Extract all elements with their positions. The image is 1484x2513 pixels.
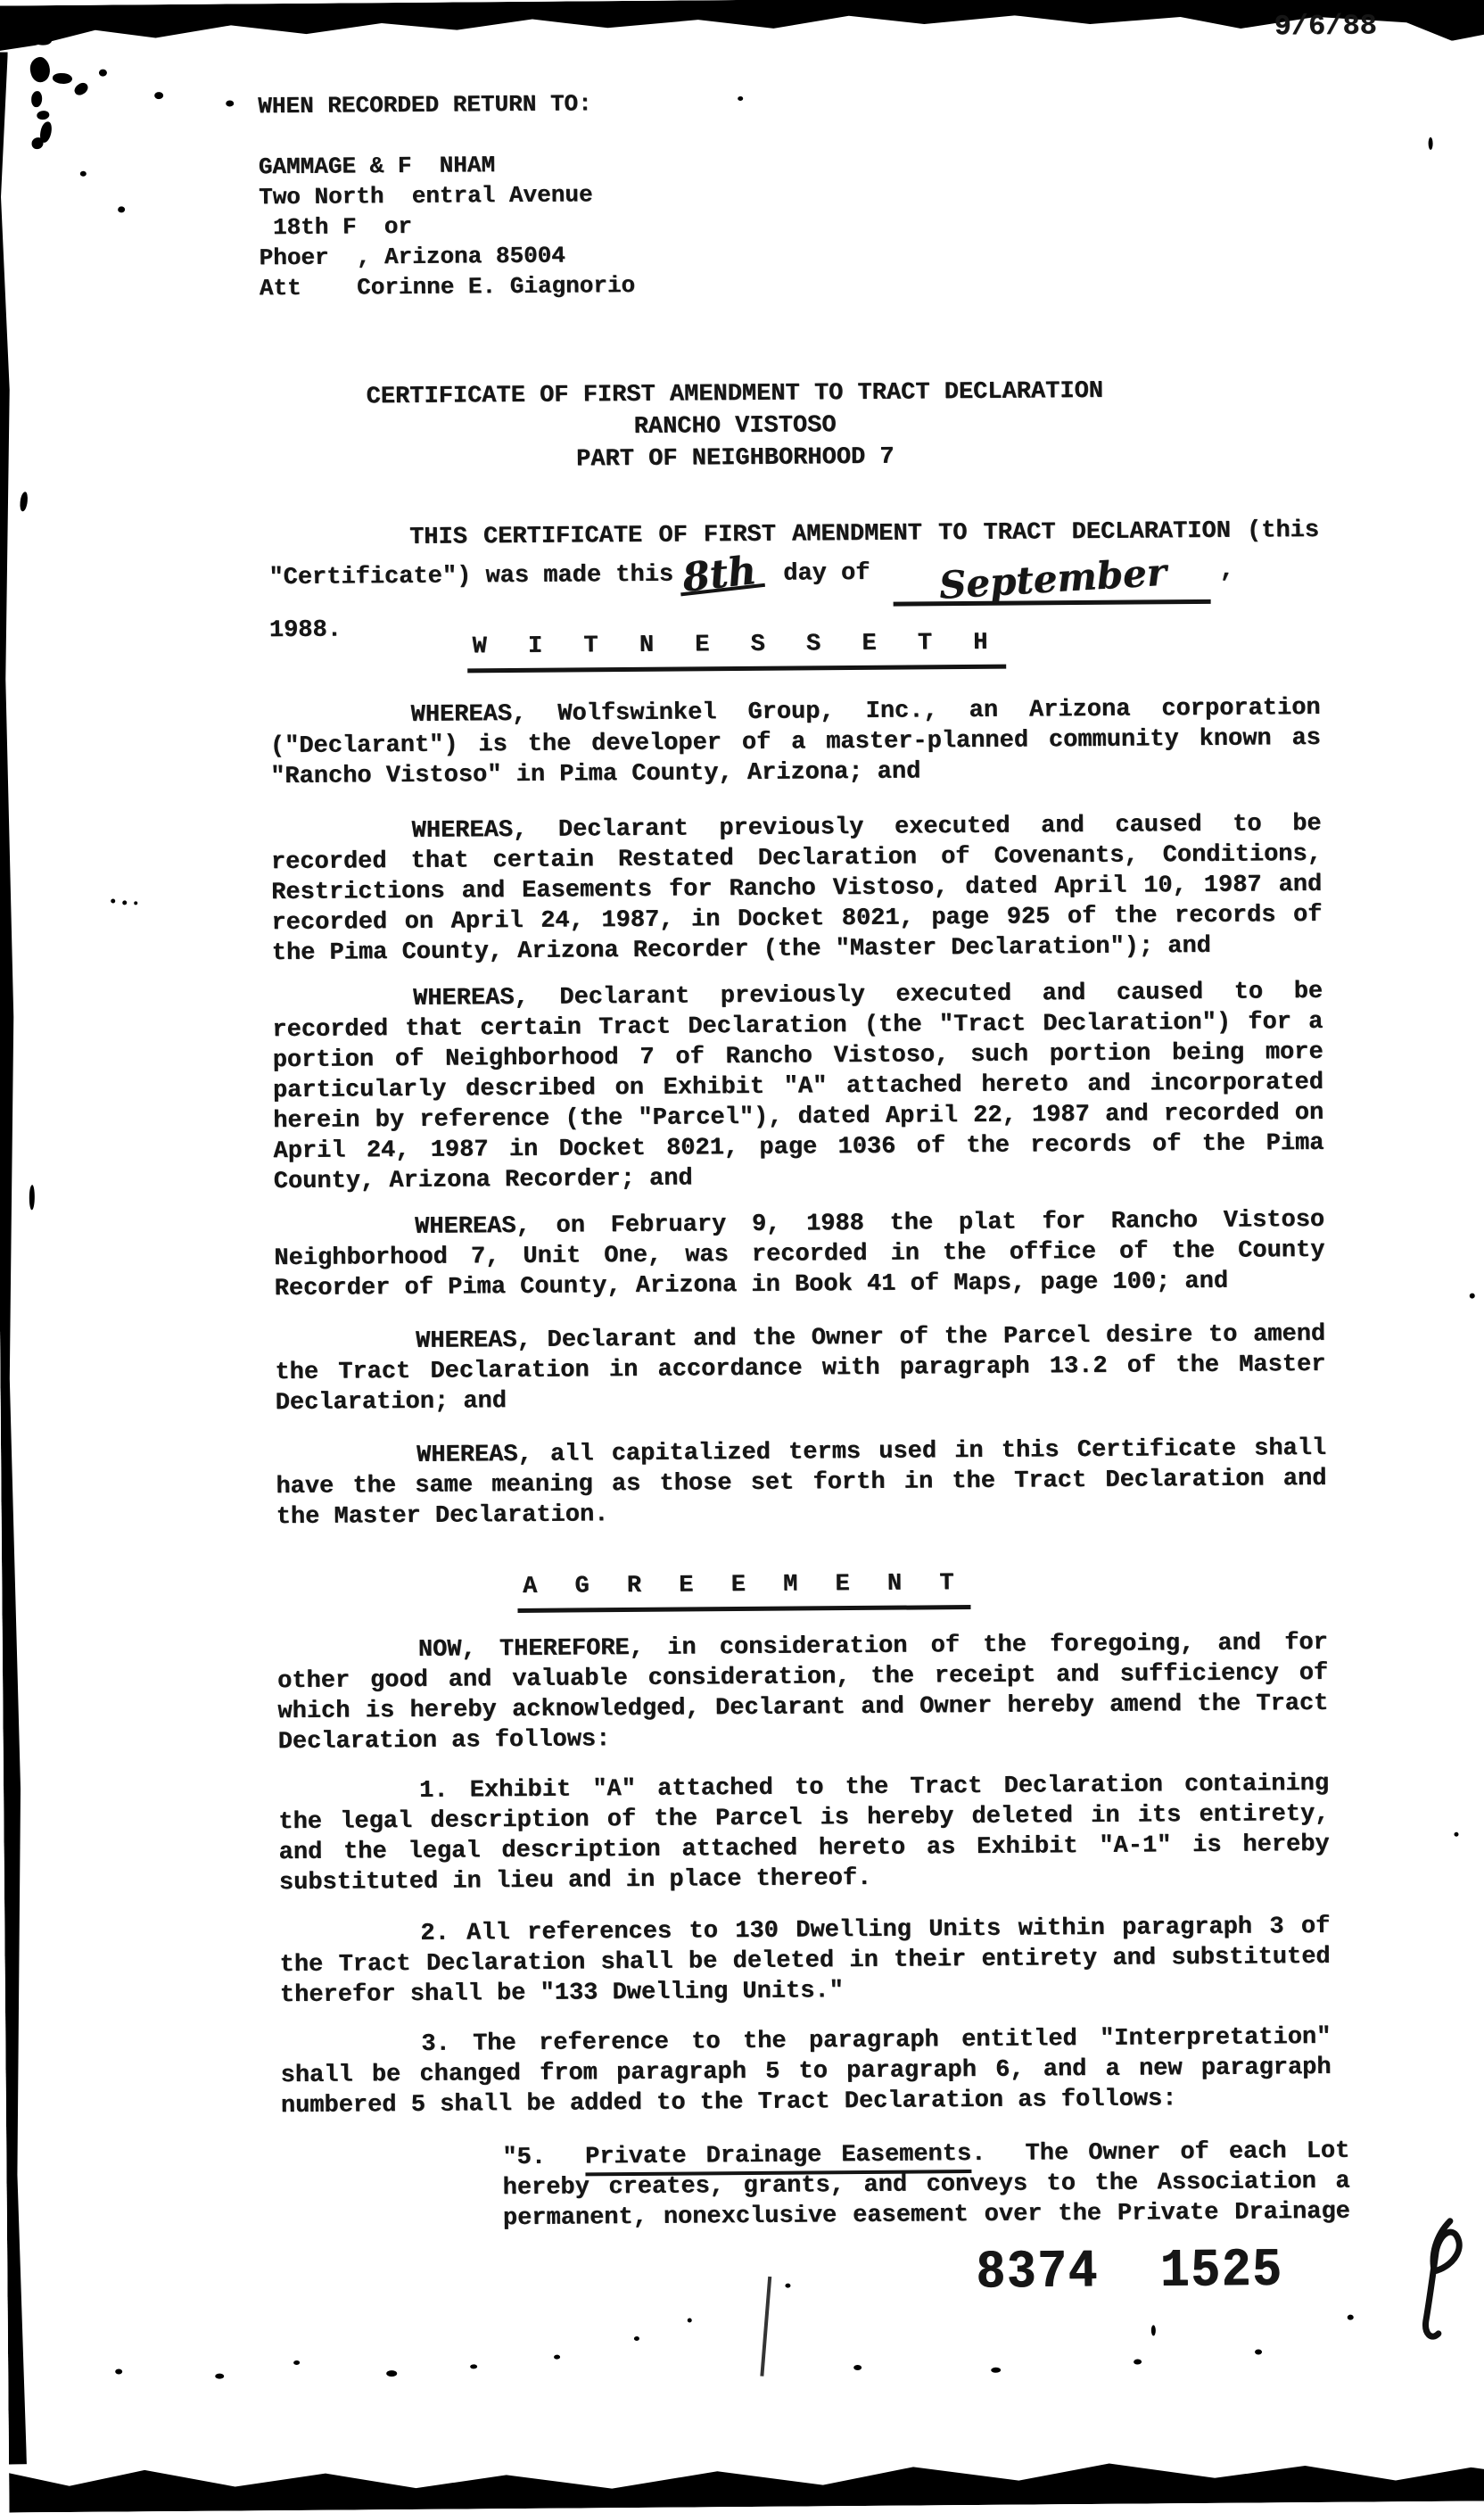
paragraph-line: numbered 5 shall be added to the Tract Declaration as follows: [280, 2086, 1177, 2120]
paragraph-line: 1. Exhibit "A" attached to the Tract Declaration containing [418, 1770, 1330, 1805]
paragraph-line: which is hereby acknowledged, Declarant and Owner hereby amend the Tract [277, 1690, 1329, 1726]
paragraph-line: portion of Neighborhood 7 of Rancho Vistoso, such portion being more [272, 1038, 1323, 1075]
quoted-heading-underlined: Private Drainage Easements [585, 2141, 971, 2176]
paragraph-line: WHEREAS, on February 9, 1988 the plat for Rancho Vistoso [414, 1206, 1325, 1241]
paragraph-line: Recorder of Pima County, Arizona in Book 41 of Maps, page 100; and [274, 1268, 1229, 1303]
whereas-paragraph-3 [272, 977, 1324, 1197]
paragraph-line: 3. The reference to the paragraph entitled "Interpretation" [421, 2023, 1331, 2058]
paragraph-line: Restrictions and Easements for Rancho Vistoso, dated April 10, 1987 and [271, 871, 1323, 907]
paragraph-line: "Rancho Vistoso" in Pima County, Arizona; and [270, 758, 921, 791]
scan-artifact-top-edge [0, 0, 1484, 53]
quoted-paragraph-5 [502, 2137, 1350, 2234]
paragraph-line: permanent, nonexclusive easement over the Private Drainage [502, 2198, 1350, 2233]
agreement-section-heading [2, 1564, 1484, 1616]
address-line: 18th F or [259, 212, 413, 242]
paragraph-line: ("Declarant") is the developer of a master-planned community known as [269, 724, 1321, 761]
recording-stamp: 8374 1525 [976, 2240, 1283, 2304]
paragraph-line: 2. All references to 130 Dwelling Units within paragraph 3 of [420, 1913, 1331, 1947]
return-to-address [259, 149, 636, 303]
whereas-paragraph-1 [269, 693, 1321, 792]
handwritten-month-line [894, 550, 1211, 608]
paragraph-line: other good and valuable consideration, the receipt and sufficiency of [276, 1659, 1329, 1696]
paragraph-line: April 24, 1987 in Docket 8021, page 1036 of the records of the Pima [273, 1129, 1324, 1166]
document-title [0, 372, 1477, 480]
address-line: Att Corinne E. Giagnorio [259, 271, 636, 302]
paragraph-line: herein by reference (the "Parcel"), dated April 22, 1987 and recorded on [273, 1099, 1324, 1136]
address-line: Two North entral Avenue [258, 181, 593, 211]
paragraph-line: WHEREAS, all capitalized terms used in this Certificate shall [416, 1434, 1327, 1469]
paragraph-line: WHEREAS, Declarant and the Owner of the Parcel desire to amend [416, 1320, 1326, 1355]
paragraph-line: NOW, THEREFORE, in consideration of the foregoing, and for [417, 1629, 1328, 1664]
date-annotation: 9/6/88 [1274, 9, 1377, 44]
paragraph-line: the Tract Declaration in accordance with paragraph 13.2 of the Master [275, 1351, 1326, 1387]
amendment-paragraph-2 [279, 1912, 1331, 2011]
paragraph-line: County, Arizona Recorder; and [273, 1165, 693, 1196]
agreement-heading-text: A G R E E M E N T [517, 1568, 971, 1613]
paragraph-line: Neighborhood 7, Unit One, was recorded in the office of the County [274, 1236, 1325, 1273]
amendment-paragraph-1 [278, 1769, 1330, 1898]
title-line-3: PART OF NEIGHBORHOOD 7 [576, 443, 895, 474]
whereas-paragraph-5 [275, 1319, 1326, 1418]
paragraph-line: the Tract Declaration shall be deleted in their entirety and substituted [279, 1943, 1331, 1980]
paragraph-line: have the same meaning as those set forth in the Tract Declaration and [276, 1465, 1327, 1501]
paragraph-line: recorded that certain Tract Declaration (the "Tract Declaration") for a [272, 1008, 1323, 1045]
paragraph-line: Declaration; and [275, 1388, 507, 1418]
whereas-paragraph-4 [274, 1205, 1325, 1304]
title-line-2: RANCHO VISTOSO [633, 412, 837, 441]
now-therefore-paragraph [277, 1628, 1329, 1757]
paragraph-line: Declaration as follows: [277, 1726, 611, 1757]
paragraph-line: recorded that certain Restated Declaration of Covenants, Conditions, [270, 840, 1322, 877]
handwritten-month: September [937, 550, 1167, 608]
paragraph-line: hereby creates, grants, and conveys to the Association a [502, 2168, 1350, 2203]
handwritten-day: 8th [677, 557, 764, 596]
title-line-1: CERTIFICATE OF FIRST AMENDMENT TO TRACT DECLARATION [366, 377, 1104, 411]
paragraph-line: shall be changed from paragraph 5 to paragraph 6, and a new paragraph [280, 2054, 1331, 2090]
paragraph-line: WHEREAS, Declarant previously executed and caused to be [411, 810, 1322, 845]
paragraph-line: substituted in lieu and in place thereof. [278, 1864, 872, 1897]
address-line: Phoer , Arizona 85004 [259, 242, 565, 272]
paragraph-line: the Pima County, Arizona Recorder (the "Master Declaration"); and [271, 932, 1211, 968]
paragraph-line: WHEREAS, Wolfswinkel Group, Inc., an Arizona corporation [410, 694, 1321, 729]
whereas-paragraph-6 [276, 1434, 1327, 1533]
paragraph-line: therefor shall be "133 Dwelling Units." [279, 1978, 844, 2010]
handwritten-flourish-mark [1409, 2216, 1481, 2360]
intro-text: "Certificate") was made this [268, 561, 674, 592]
paragraph-line: recorded on April 24, 1987, in Docket 8021, page 925 of the records of [271, 901, 1323, 938]
paragraph-line: particularly described on Exhibit "A" attached hereto and incorporated [272, 1069, 1323, 1105]
paragraph-line: the Master Declaration. [276, 1501, 609, 1532]
whereas-paragraph-2 [270, 809, 1322, 969]
address-line: GAMMAGE & F NHAM [258, 152, 496, 181]
paragraph-line: the legal description of the Parcel is hereby deleted in its entirety, [278, 1800, 1330, 1837]
quoted-text: . The Owner of each Lot [971, 2137, 1350, 2169]
return-to-label: WHEN RECORDED RETURN TO: [258, 90, 592, 120]
witnesseth-section-heading [0, 624, 1479, 676]
amendment-paragraph-3 [280, 2022, 1331, 2121]
paragraph-line: WHEREAS, Declarant previously executed and caused to be [412, 978, 1323, 1013]
intro-line-1: THIS CERTIFICATE OF FIRST AMENDMENT TO TRACT DECLARATION (this [408, 517, 1320, 551]
intro-text: , 1988. [268, 557, 1264, 645]
witnesseth-heading-text: W I T N E S S E T H [466, 628, 1006, 674]
intro-text: day of [768, 559, 885, 588]
scan-artifact-bottom-edge [9, 2452, 1484, 2512]
paragraph-line: and the legal description attached hereto as Exhibit "A-1" is hereby [278, 1831, 1330, 1867]
quoted-prefix: "5. [502, 2144, 586, 2172]
